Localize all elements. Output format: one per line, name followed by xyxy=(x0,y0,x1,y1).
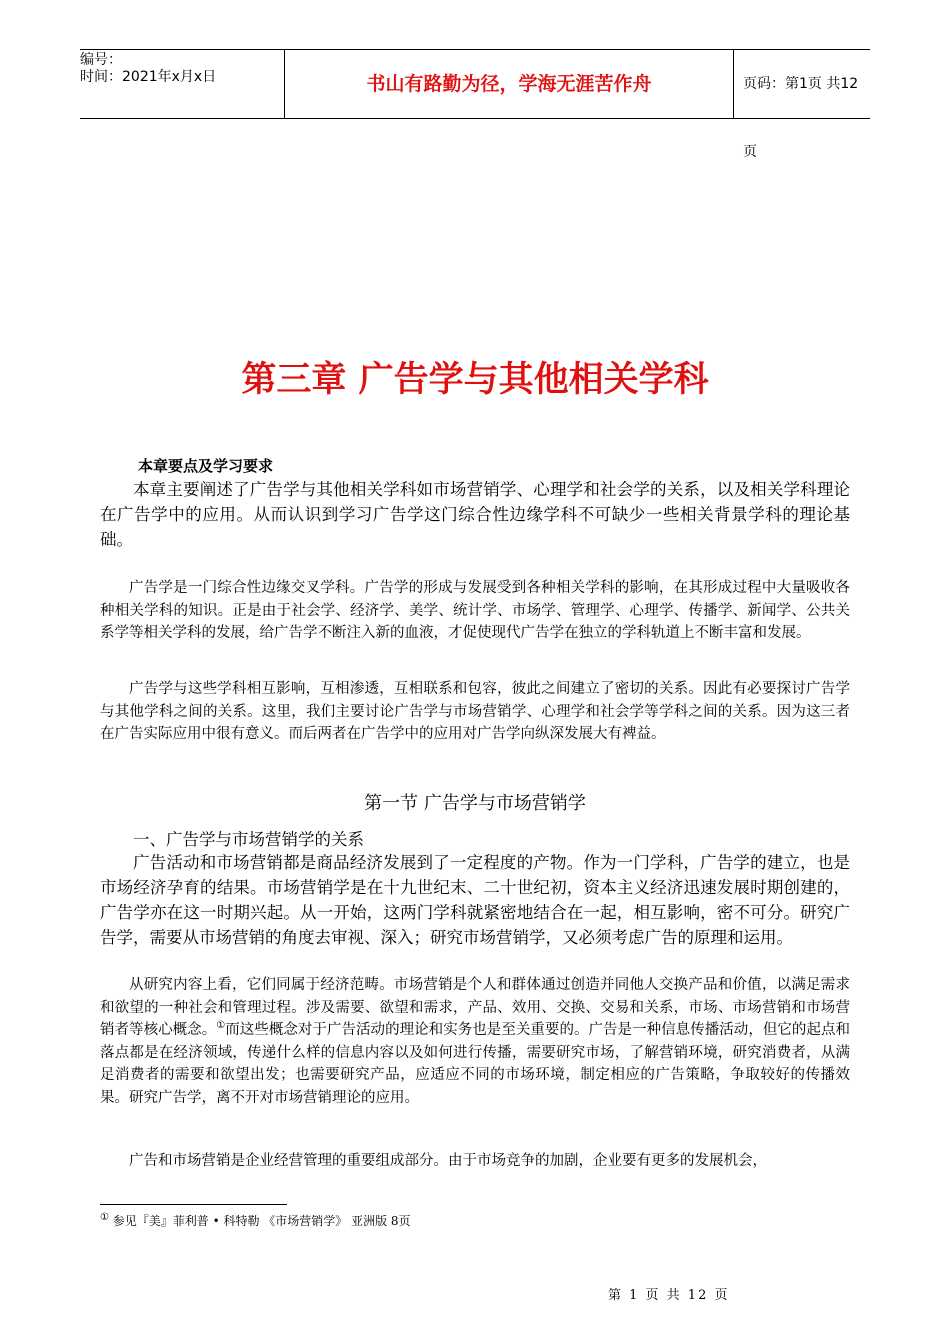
footnote-mark: ① xyxy=(100,1212,109,1223)
header-page-info: 页码：第1页 共12页 xyxy=(743,76,859,160)
header-meta xyxy=(80,50,284,120)
time-label: 时间：2021年x月x日 xyxy=(80,69,217,85)
footnote xyxy=(100,1212,411,1229)
paragraph-2-text-b: 而这些概念对于广告活动的理论和实务也是至关重要的。广告是一种信息传播活动，但它的起点和落点都是在经济领域，传递什么样的信息内容以及如何进行传播，需要研究市场，了解营销环境，研究消费者，从满足消费者的需要和欲望出发；也需要研究产品，应适应不同的市场环境，制定相应的广告策略，争取较好的传播效果。研究广告学，离不开对市场营销理论的应用。 xyxy=(100,1022,851,1106)
section-paragraph-1: 广告活动和市场营销都是商品经济发展到了一定程度的产物。作为一门学科，广告学的建立，也是市场经济孕育的结果。市场营销学是在十九世纪末、二十世纪初，资本主义经济迅速发展时期创建的，广告学亦在这一时期兴起。从一开始，这两门学科就紧密地结合在一起，相互影响，密不可分。研究广告学，需要从市场营销的角度去审视、深入；研究市场营销学，又必须考虑广告的原理和运用。 xyxy=(100,853,850,947)
subsection-title: 一、广告学与市场营销学的关系 xyxy=(133,830,364,849)
section-title: 第一节 广告学与市场营销学 xyxy=(364,793,586,814)
intro-paragraph-1: 广告学是一门综合性边缘交叉学科。广告学的形成与发展受到各种相关学科的影响，在其形成过程中大量吸收各种相关学科的知识。正是由于社会学、经济学、美学、统计学、市场学、管理学、心理学、传播学、新闻学、公共关系学等相关学科的发展，给广告学不断注入新的血液，才促使现代广告学在独立的学科轨道上不断丰富和发展。 xyxy=(100,580,850,641)
chapter-title: 第三章 广告学与其他相关学科 xyxy=(241,360,709,400)
page-header xyxy=(80,49,870,160)
header-motto: 书山有路勤为径，学海无涯苦作舟 xyxy=(284,50,734,118)
footnote-text: 参见『美』菲利普 • 科特勒 《市场营销学》 亚洲版 8页 xyxy=(108,1214,411,1228)
intro-paragraph-2: 广告学与这些学科相互影响，互相渗透，互相联系和包容，彼此之间建立了密切的关系。因此有必要探讨广告学与其他学科之间的关系。这里，我们主要讨论广告学与市场营销学、心理学和社会学等学科之间的关系。因为这三者在广告实际应用中很有意义。而后两者在广告学中的应用对广告学向纵深发展大有裨益。 xyxy=(100,681,850,742)
number-label: 编号： xyxy=(80,52,122,68)
summary-heading: 本章要点及学习要求 xyxy=(138,457,274,475)
section-paragraph-3: 广告和市场营销是企业经营管理的重要组成部分。由于市场竞争的加剧，企业要有更多的发展机会， xyxy=(129,1153,767,1169)
summary-text: 本章主要阐述了广告学与其他相关学科如市场营销学、心理学和社会学的关系，以及相关学科理论在广告学中的应用。从而认识到学习广告学这门综合性边缘学科不可缺少一些相关背景学科的理论基础。 xyxy=(100,480,850,549)
section-paragraph-2 xyxy=(100,974,850,1109)
footnote-ref[interactable]: ① xyxy=(216,1020,226,1032)
footnote-divider xyxy=(100,1204,287,1205)
page-footer: 第 1 页 共 12 页 xyxy=(608,1288,730,1303)
paragraph-2-text-a: 从研究内容上看，它们同属于经济范畴。市场营销是个人和群体通过创造并同他人交换产品和价值，以满足需求和欲望的一种社会和管理过程。涉及需要、欲望和需求，产品、效用、交换、交易和关系，市场、市场营销和市场营销者等核心概念。 xyxy=(100,977,850,1038)
